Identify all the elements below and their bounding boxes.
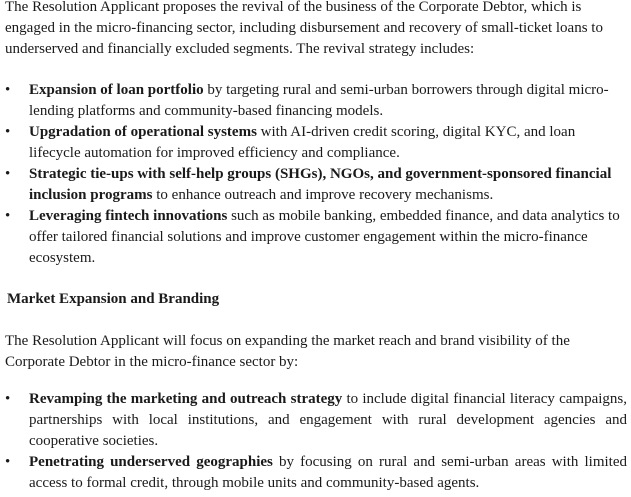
list-item-text: by focusing on rural and semi-urban areas with limited access to formal credit, through mobile units and community-based agents.	[29, 454, 628, 491]
list-item	[5, 122, 627, 164]
bullet-icon: •	[5, 454, 11, 470]
list-item-bold: Strategic tie-ups with self-help groups (SHGs), NGOs, and government-sponsored financial inclusion programs	[29, 166, 612, 203]
list-item	[5, 206, 627, 269]
list-item-text: to include digital financial literacy campaigns, partnerships with local institutions, and engagement with rural development agencies and cooperative societies.	[29, 391, 628, 449]
market-points-list	[5, 389, 627, 494]
list-item	[5, 80, 627, 122]
bullet-icon: •	[5, 208, 11, 224]
list-item-bold: Penetrating underserved geographies	[29, 454, 273, 470]
list-item-text: to enhance outreach and improve recovery mechanisms.	[152, 187, 494, 203]
list-item-text: such as mobile banking, embedded finance, and data analytics to offer tailored financial solutions and improve customer engagement within the micro-finance ecosystem.	[29, 208, 620, 266]
list-item-bold: Revamping the marketing and outreach strategy	[29, 391, 343, 407]
bullet-icon: •	[5, 391, 11, 407]
list-item-bold: Upgradation of operational systems	[29, 124, 257, 140]
section-intro-paragraph: The Resolution Applicant will focus on expanding the market reach and brand visibility of the Corporate Debtor in the micro-finance sector by:	[5, 333, 570, 370]
list-item-bold: Leveraging fintech innovations	[29, 208, 228, 224]
intro-paragraph: The Resolution Applicant proposes the revival of the business of the Corporate Debtor, which is engaged in the micro-financing sector, including disbursement and recovery of small-ticket loans to underserved and financially excluded segments. The revival strategy includes:	[5, 0, 603, 57]
list-item	[5, 164, 627, 206]
revival-strategy-list	[5, 80, 627, 269]
list-item-text: with AI-driven credit scoring, digital KYC, and loan lifecycle automation for improved efficiency and compliance.	[29, 124, 576, 161]
bullet-icon: •	[5, 124, 11, 140]
list-item	[5, 452, 627, 494]
list-item-text: by targeting rural and semi-urban borrowers through digital micro-lending platforms and community-based financing models.	[29, 82, 609, 119]
bullet-icon: •	[5, 82, 11, 98]
list-item-bold: Expansion of loan portfolio	[29, 82, 204, 98]
section-heading: Market Expansion and Branding	[7, 291, 220, 307]
list-item	[5, 389, 627, 452]
bullet-icon: •	[5, 166, 11, 182]
